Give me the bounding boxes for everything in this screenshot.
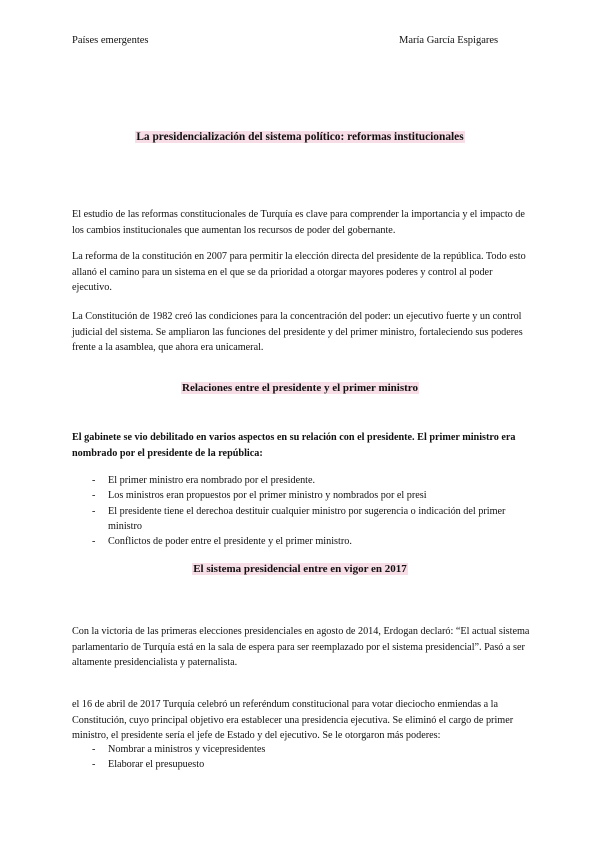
section1-list — [72, 473, 530, 549]
list-marker: - — [92, 475, 96, 486]
header-left: Países emergentes — [72, 35, 149, 46]
list-marker: - — [92, 505, 96, 517]
list-item-text: El presidente tiene el derechoa destituir cualquier ministro por sugerencia o indicación del primer ministro — [108, 505, 506, 532]
list-item-text: Nombrar a ministros y vicepresidentes — [108, 744, 266, 755]
section1-heading — [0, 382, 600, 394]
section2-paragraph-2: el 16 de abril de 2017 Turquía celebró un referéndum constitucional para votar dieciocho enmiendas a la Constitución, cuyo principal objetivo era establecer una presidencia ejecutiva. Se eliminó el cargo de primer ministro, el presidente sería el jefe de Estado y del ejecutivo. Se le otorgaron más poderes: — [72, 699, 514, 742]
intro-paragraph-2: La reforma de la constitución en 2007 para permitir la elección directa del presidente de la república. Todo esto allanó el camino para un sistema en el que se da prioridad a otorgar mayores poderes y control al poder ejecutivo. — [72, 251, 526, 294]
list-marker: - — [92, 490, 96, 502]
list-item-text: Los ministros eran propuestos por el primer ministro y nombrados por el presi — [108, 490, 427, 502]
list-item — [72, 473, 530, 488]
list-item-text: El primer ministro era nombrado por el presidente. — [108, 475, 316, 486]
list-marker: - — [92, 536, 96, 548]
section2-list — [72, 742, 530, 773]
section1-heading-text: Relaciones entre el presidente y el primer ministro — [182, 382, 418, 394]
header-right: María García Espigares — [399, 35, 499, 46]
section1-lead: El gabinete se vio debilitado en varios aspectos en su relación con el presidente. El primer ministro era nombrado por el presidente de la república: — [72, 432, 516, 459]
page-title — [0, 131, 600, 143]
list-item — [72, 757, 530, 772]
intro-paragraph-1: El estudio de las reformas constitucionales de Turquía es clave para comprender la importancia y el impacto de los cambios institucionales que aumentan los recursos de poder del gobernante. — [72, 209, 525, 236]
section2-paragraph-1: Con la victoria de las primeras elecciones presidenciales en agosto de 2014, Erdogan declaró: “El actual sistema parlamentario de Turquía está en la sala de espera para ser reemplazado por el sistema presidencial”. Pasó a ser altamente presidencialista y paternalista. — [72, 626, 530, 669]
list-item — [72, 534, 530, 549]
section2-heading-text: El sistema presidencial entre en vigor en 2017 — [193, 563, 407, 575]
list-item-text: Conflictos de poder entre el presidente y el primer ministro. — [108, 536, 352, 548]
list-item-text: Elaborar el presupuesto — [108, 759, 205, 771]
list-item — [72, 742, 530, 757]
list-item — [72, 488, 530, 503]
list-item — [72, 504, 530, 535]
list-marker: - — [92, 759, 96, 771]
list-marker: - — [92, 744, 96, 755]
section2-heading — [0, 563, 600, 575]
intro-paragraph-3: La Constitución de 1982 creó las condiciones para la concentración del poder: un ejecutivo fuerte y un control judicial del sistema. Se ampliaron las funciones del presidente y del primer ministro, fortaleciendo sus poderes frente a la asamblea, que ahora era unicameral. — [72, 311, 523, 354]
page-title-text: La presidencialización del sistema político: reformas institucionales — [136, 131, 464, 143]
